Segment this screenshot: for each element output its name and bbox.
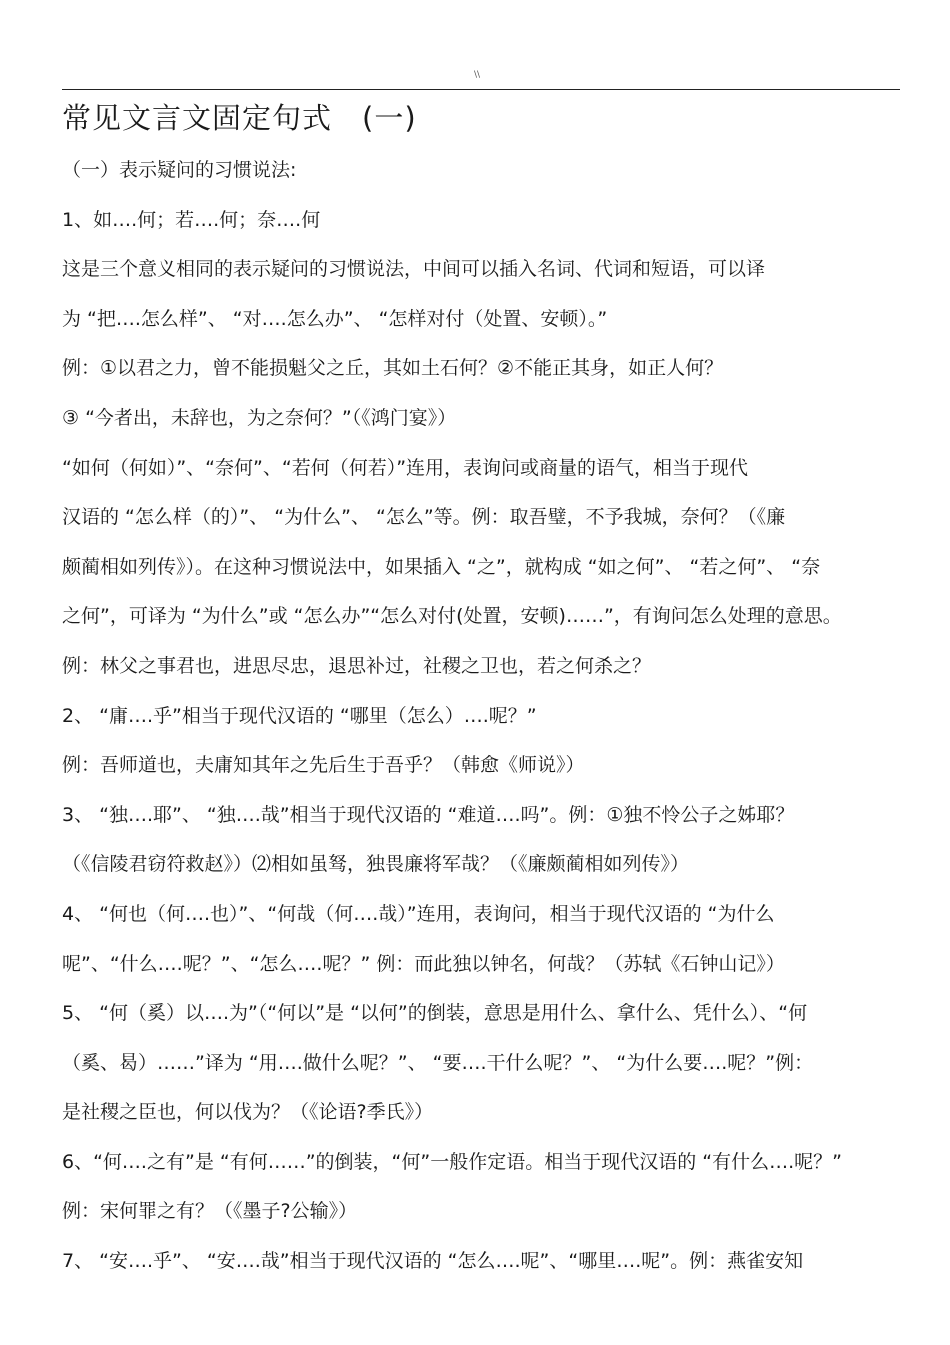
text-line: 是社稷之臣也，何以伐为？（《论语?季氏》） xyxy=(62,1101,434,1124)
text-line: 例：①以君之力，曾不能损魁父之丘，其如土石何？②不能正其身，如正人何？ xyxy=(62,357,724,380)
text-line: 例：吾师道也，夫庸知其年之先后生于吾乎？（韩愈《师说》） xyxy=(62,754,585,777)
text-line: 2、 “庸….乎”相当于现代汉语的 “哪里（怎么）….呢？” xyxy=(62,704,537,727)
text-line: 例：林父之事君也，进思尽忠，退思补过，社稷之卫也，若之何杀之？ xyxy=(62,654,652,677)
text-line: 这是三个意义相同的表示疑问的习惯说法，中间可以插入名词、代词和短语，可以译 xyxy=(62,258,766,281)
body-text xyxy=(62,146,900,1287)
header-mark: \\ xyxy=(474,70,481,80)
text-line: 为 “把….怎么样”、 “对….怎么办”、 “怎样对付（处置、安顿）。” xyxy=(62,307,608,330)
text-line: 6、“何….之有”是 “有何……”的倒装，“何”一般作定语。相当于现代汉语的 “有什么….呢？” xyxy=(62,1150,842,1173)
header-rule xyxy=(62,89,900,90)
text-line: 4、 “何也（何….也）”、“何哉（何….哉）”连用，表询问，相当于现代汉语的 “为什么 xyxy=(62,902,775,925)
page-title: 常见文言文固定句式 (一) xyxy=(62,101,417,135)
text-line: 例：宋何罪之有？（《墨子?公输》） xyxy=(62,1200,358,1223)
text-line: 颇蔺相如列传》）。在这种习惯说法中，如果插入 “之”，就构成 “如之何”、 “若之何”、 “奈 xyxy=(62,555,821,578)
text-line: 呢”、“什么….呢？”、“怎么….呢？” 例：而此独以钟名，何哉？（苏轼《石钟山记》） xyxy=(62,952,785,975)
text-line: 汉语的 “怎么样（的）”、 “为什么”、 “怎么”等。例：取吾璧，不予我城，奈何？（《廉 xyxy=(62,506,786,529)
text-line: 3、 “独….耶”、 “独….哉”相当于现代汉语的 “难道….吗”。例：①独不怜公子之姊耶？ xyxy=(62,803,795,826)
text-line: ③ “今者出，未辞也，为之奈何？”（《鸿门宴》） xyxy=(62,406,457,429)
section-heading: （一）表示疑问的习惯说法: xyxy=(62,159,297,181)
text-line: 1、如….何；若….何；奈….何 xyxy=(62,208,321,231)
text-line: “如何（何如）”、“奈何”、“若何（何若）”连用，表询问或商量的语气，相当于现代 xyxy=(62,456,749,479)
text-line: 5、 “何（奚）以….为”（“何以”是 “以何”的倒装，意思是用什么、拿什么、凭什么）、“何 xyxy=(62,1002,808,1025)
text-line: 之何”，可译为 “为什么”或 “怎么办”“怎么对付(处置，安顿)……”，有询问怎么处理的意思。 xyxy=(62,605,842,628)
text-line: （《信陵君窃符救赵》）⑵相如虽驽，独畏廉将军哉？（《廉颇蔺相如列传》） xyxy=(62,853,690,876)
text-line: 7、 “安….乎”、 “安….哉”相当于现代汉语的 “怎么….呢”、“哪里….呢”。例：燕雀安知 xyxy=(62,1250,804,1273)
text-line: （奚、曷）……”译为 “用….做什么呢？”、 “要….干什么呢？”、 “为什么要….呢？”例： xyxy=(62,1051,814,1074)
